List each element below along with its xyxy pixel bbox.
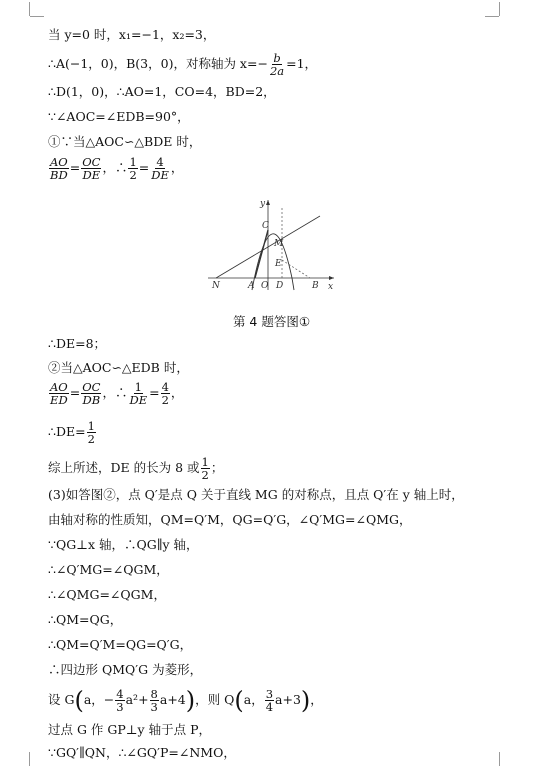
frac-den: 3 xyxy=(150,700,158,714)
frac-den: DE xyxy=(151,168,169,182)
label-a: A xyxy=(248,281,255,291)
text-line-14 xyxy=(48,537,199,553)
text: ，则 Q xyxy=(195,692,235,707)
line-eb xyxy=(282,260,310,278)
fraction xyxy=(49,156,69,181)
label-x: x xyxy=(328,282,334,292)
crop-mark-top-left-h xyxy=(30,16,44,17)
frac-den: DE xyxy=(129,393,148,407)
text-line-1 xyxy=(48,27,215,43)
frac-num: 1 xyxy=(201,455,209,469)
frac-num: AO xyxy=(50,155,68,169)
text-l12: (3)如答图②，点 Q′是点 Q 关于直线 MG 的对称点，且点 Q′在 y 轴上时， xyxy=(48,487,464,502)
text: ，∴ xyxy=(102,160,128,175)
text: a，− xyxy=(83,692,115,707)
crop-mark-bottom-left xyxy=(29,752,30,766)
frac-den: BD xyxy=(50,168,68,182)
fraction xyxy=(49,381,69,406)
frac-den: ED xyxy=(50,393,68,407)
fraction xyxy=(265,688,274,713)
crop-mark-top-left xyxy=(29,2,30,16)
text-line-15 xyxy=(48,562,169,578)
text-line-12 xyxy=(48,487,464,503)
text: a+3 xyxy=(275,692,301,707)
frac-num: OC xyxy=(82,380,101,394)
text-l14: ∵QG⊥x 轴，∴QG∥y 轴， xyxy=(48,537,199,552)
frac-den: 2 xyxy=(87,432,95,446)
frac-num: 1 xyxy=(129,155,137,169)
fraction xyxy=(81,156,101,181)
text-line-5 xyxy=(48,134,201,150)
text-line-9 xyxy=(48,381,183,406)
text: ， xyxy=(170,160,184,175)
fraction xyxy=(128,156,137,181)
fraction xyxy=(201,456,210,481)
text: ， xyxy=(170,385,184,400)
text-line-18 xyxy=(48,637,192,653)
text-l17: ∴QM=QG， xyxy=(48,612,123,627)
text: ； xyxy=(210,460,224,475)
text-l15: ∴∠Q′MG=∠QGM， xyxy=(48,562,169,577)
crop-mark-bottom-right xyxy=(499,752,500,766)
text-l21: 过点 G 作 GP⊥y 轴于点 P， xyxy=(48,722,211,737)
frac-num: b xyxy=(273,51,281,65)
crop-mark-top-right xyxy=(499,2,500,16)
label-n: N xyxy=(212,281,220,291)
label-m: M xyxy=(274,239,284,249)
fraction xyxy=(87,420,96,445)
text-l2a: ∴A(−1，0)，B(3，0)，对称轴为 x=− xyxy=(48,56,268,71)
text-line-22 xyxy=(48,745,236,761)
label-d: D xyxy=(276,281,284,291)
label-o: O xyxy=(261,281,269,291)
text: = xyxy=(69,385,81,400)
fraction xyxy=(115,688,124,713)
text-line-16 xyxy=(48,587,166,603)
text-line-17 xyxy=(48,612,122,628)
crop-mark-top-right-h xyxy=(485,16,499,17)
label-y: y xyxy=(260,199,266,209)
right-paren: ) xyxy=(300,686,311,715)
text-line-19 xyxy=(48,662,202,678)
text-l2b: =1， xyxy=(286,56,318,71)
text-l1: 当 y=0 时，x₁=−1，x₂=3， xyxy=(48,27,216,42)
text-line-3 xyxy=(48,84,276,100)
frac-num: OC xyxy=(82,155,101,169)
fraction xyxy=(161,381,170,406)
frac-num: 4 xyxy=(116,687,124,701)
frac-den: 4 xyxy=(265,700,274,714)
text: ， xyxy=(310,692,323,707)
fraction xyxy=(81,381,101,406)
figure-caption: 第 4 题答图① xyxy=(232,314,311,329)
text-line-6 xyxy=(48,156,183,181)
frac-num: 1 xyxy=(134,380,142,394)
frac-den: DB xyxy=(82,393,101,407)
text-l4: ∵∠AOC=∠EDB=90°， xyxy=(48,109,190,124)
text-l22: ∵GQ′∥QN，∴∠GQ′P=∠NMO， xyxy=(48,745,236,760)
text-line-4 xyxy=(48,109,190,125)
text: ，∴ xyxy=(102,385,128,400)
left-paren: ( xyxy=(74,686,84,715)
text-line-2 xyxy=(48,52,317,77)
frac-den: DE xyxy=(82,168,101,182)
text: = xyxy=(138,160,150,175)
text-line-8 xyxy=(48,360,189,376)
frac-num: 4 xyxy=(156,155,164,169)
fraction xyxy=(150,156,170,181)
parabola-curve xyxy=(252,234,294,290)
frac-num: 4 xyxy=(161,380,169,394)
right-paren: ) xyxy=(185,686,196,715)
text: a²+ xyxy=(125,692,149,707)
text-l7: ∴DE=8； xyxy=(48,336,107,351)
fraction-b-over-2a xyxy=(269,52,285,77)
label-c: C xyxy=(262,221,269,231)
text: 设 G xyxy=(48,692,75,707)
frac-num: 8 xyxy=(150,687,158,701)
frac-num: 3 xyxy=(265,687,274,701)
frac-den: 2a xyxy=(269,64,285,78)
fraction xyxy=(128,381,148,406)
text-line-7 xyxy=(48,336,106,352)
text-line-10 xyxy=(48,420,97,445)
text-l13: 由轴对称的性质知，QM=Q′M，QG=Q′G，∠Q′MG=∠QMG， xyxy=(48,512,412,527)
text: = xyxy=(149,385,160,400)
parabola-figure xyxy=(202,194,342,294)
text-l11: 综上所述，DE 的长为 8 或 xyxy=(48,460,200,475)
text-l19: ∴四边形 QMQ′G 为菱形， xyxy=(48,662,203,677)
frac-den: 2 xyxy=(161,393,169,407)
text-line-20 xyxy=(48,688,323,713)
text-line-13 xyxy=(48,512,412,528)
x-axis-arrow xyxy=(329,276,334,280)
text-l16: ∴∠QMG=∠QGM， xyxy=(48,587,166,602)
text-l8: ②当△AOC∽△EDB 时， xyxy=(48,360,189,375)
text-line-11 xyxy=(48,456,223,481)
left-paren: ( xyxy=(234,686,244,715)
y-axis-arrow xyxy=(266,200,270,205)
text: a， xyxy=(243,692,264,707)
text: = xyxy=(69,160,81,175)
fraction xyxy=(150,688,159,713)
frac-den: 2 xyxy=(129,168,137,182)
text-l10: ∴DE= xyxy=(48,424,86,439)
label-b: B xyxy=(312,281,319,291)
frac-den: 2 xyxy=(201,468,209,482)
text-l5: ①∵当△AOC∽△BDE 时， xyxy=(48,134,202,149)
frac-num: 1 xyxy=(87,419,95,433)
text-l18: ∴QM=Q′M=QG=Q′G， xyxy=(48,637,193,652)
frac-num: AO xyxy=(50,380,68,394)
text-line-21 xyxy=(48,722,211,738)
text: a+4 xyxy=(159,692,186,707)
frac-den: 3 xyxy=(116,700,124,714)
text-l3: ∴D(1，0)，∴AO=1，CO=4，BD=2， xyxy=(48,84,276,99)
label-e: E xyxy=(275,259,282,269)
